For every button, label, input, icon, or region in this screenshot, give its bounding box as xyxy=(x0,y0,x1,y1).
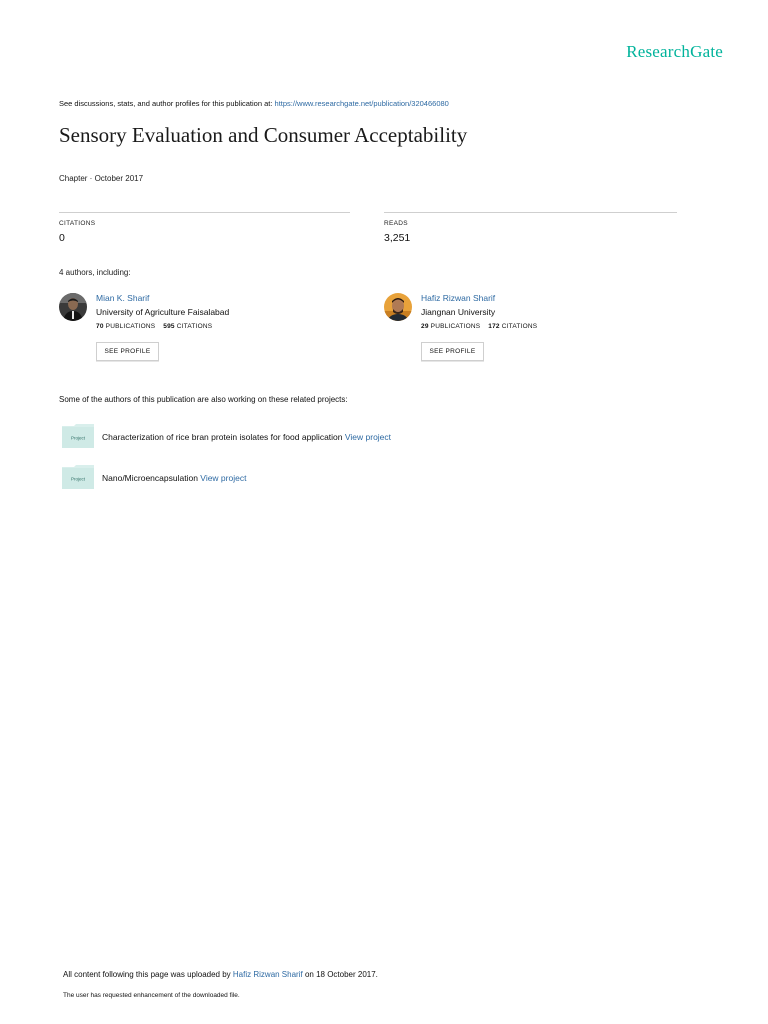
author-stats xyxy=(421,323,537,330)
uploaded-prefix: All content following this page was uploaded by xyxy=(63,970,231,979)
reads-value: 3,251 xyxy=(384,232,411,244)
publication-url-link[interactable]: https://www.researchgate.net/publication/320466080 xyxy=(274,99,449,108)
project-title: Characterization of rice bran protein isolates for food application xyxy=(102,432,343,442)
citations-count: 595 xyxy=(163,323,175,330)
project-title: Nano/Microencapsulation xyxy=(102,473,198,483)
author-stats xyxy=(96,323,212,330)
avatar[interactable] xyxy=(384,293,412,321)
related-projects-heading: Some of the authors of this publication are also working on these related projects: xyxy=(59,395,348,404)
publication-title: Sensory Evaluation and Consumer Acceptability xyxy=(59,123,468,147)
publications-count: 70 xyxy=(96,323,104,330)
see-profile-button[interactable]: SEE PROFILE xyxy=(421,342,484,361)
citations-value: 0 xyxy=(59,232,65,244)
citations-label: CITATIONS xyxy=(59,220,96,227)
view-project-link[interactable]: View project xyxy=(200,473,247,483)
project-icon-label: Project xyxy=(70,476,86,482)
uploaded-suffix: on 18 October 2017. xyxy=(304,970,378,979)
project-text xyxy=(102,432,391,442)
citations-count-label: CITATIONS xyxy=(176,323,213,330)
project-text xyxy=(102,473,246,483)
researchgate-logo[interactable]: ResearchGate xyxy=(626,42,723,61)
publications-count: 29 xyxy=(421,323,429,330)
author-name-link[interactable]: Mian K. Sharif xyxy=(96,293,150,303)
project-folder-icon xyxy=(62,424,94,448)
discussions-text: See discussions, stats, and author profiles for this publication at: xyxy=(59,99,273,108)
citations-count: 172 xyxy=(488,323,500,330)
author-institution: Jiangnan University xyxy=(421,307,496,317)
author-photo-icon xyxy=(59,293,87,321)
uploader-link[interactable]: Hafiz Rizwan Sharif xyxy=(232,970,303,979)
author-photo-icon xyxy=(384,293,412,321)
divider-citations xyxy=(59,212,350,213)
authors-including-label: 4 authors, including: xyxy=(59,268,131,277)
citations-count-label: CITATIONS xyxy=(501,323,538,330)
view-project-link[interactable]: View project xyxy=(344,432,392,442)
publications-label: PUBLICATIONS xyxy=(430,323,481,330)
reads-label: READS xyxy=(384,220,408,227)
project-folder-icon xyxy=(62,465,94,489)
see-profile-button[interactable]: SEE PROFILE xyxy=(96,342,159,361)
publications-label: PUBLICATIONS xyxy=(105,323,156,330)
uploaded-by-line xyxy=(63,970,378,979)
publication-meta: Chapter · October 2017 xyxy=(59,174,144,183)
project-item xyxy=(62,465,562,491)
project-icon-label: Project xyxy=(70,435,86,441)
discussions-line xyxy=(59,99,449,108)
divider-reads xyxy=(384,212,677,213)
author-name-link[interactable]: Hafiz Rizwan Sharif xyxy=(421,293,496,303)
author-card xyxy=(59,292,339,362)
author-institution: University of Agriculture Faisalabad xyxy=(96,307,230,317)
avatar[interactable] xyxy=(59,293,87,321)
enhancement-note: The user has requested enhancement of the downloaded file. xyxy=(63,992,240,999)
project-item xyxy=(62,424,562,450)
author-card xyxy=(384,292,664,362)
